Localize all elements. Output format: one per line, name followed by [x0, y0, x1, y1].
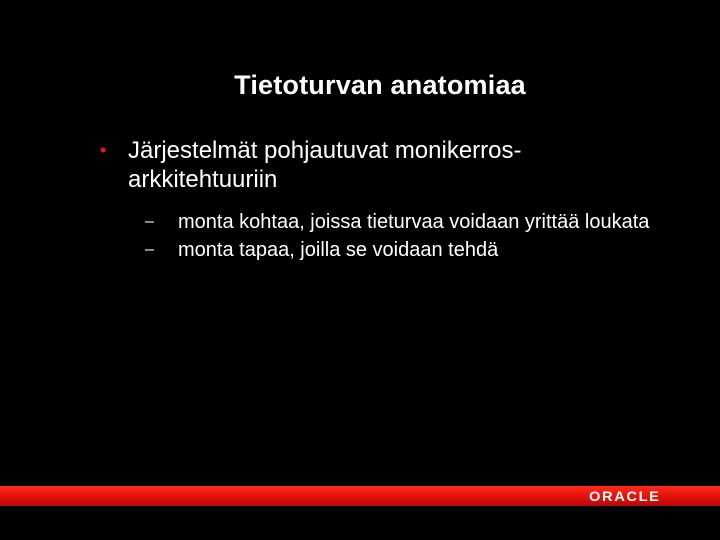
sub-bullet-text: monta tapaa, joilla se voidaan tehdä: [178, 239, 499, 261]
sub-bullet-item: [145, 238, 685, 262]
sub-bullet-marker: –: [145, 213, 154, 230]
sub-bullet-list: [145, 210, 685, 266]
bullet-text: Järjestelmät pohjautuvat monikerros-arkkitehtuuriin: [128, 137, 522, 193]
bullet-marker: •: [100, 140, 107, 160]
sub-bullet-text: monta kohtaa, joissa tieturvaa voidaan yrittää loukata: [178, 211, 650, 233]
sub-bullet-marker: –: [145, 241, 154, 258]
oracle-logo: ORACLE: [589, 488, 661, 504]
bullet-item: [100, 136, 660, 194]
sub-bullet-item: [145, 210, 685, 234]
slide-title: Tietoturvan anatomiaa: [234, 70, 526, 100]
